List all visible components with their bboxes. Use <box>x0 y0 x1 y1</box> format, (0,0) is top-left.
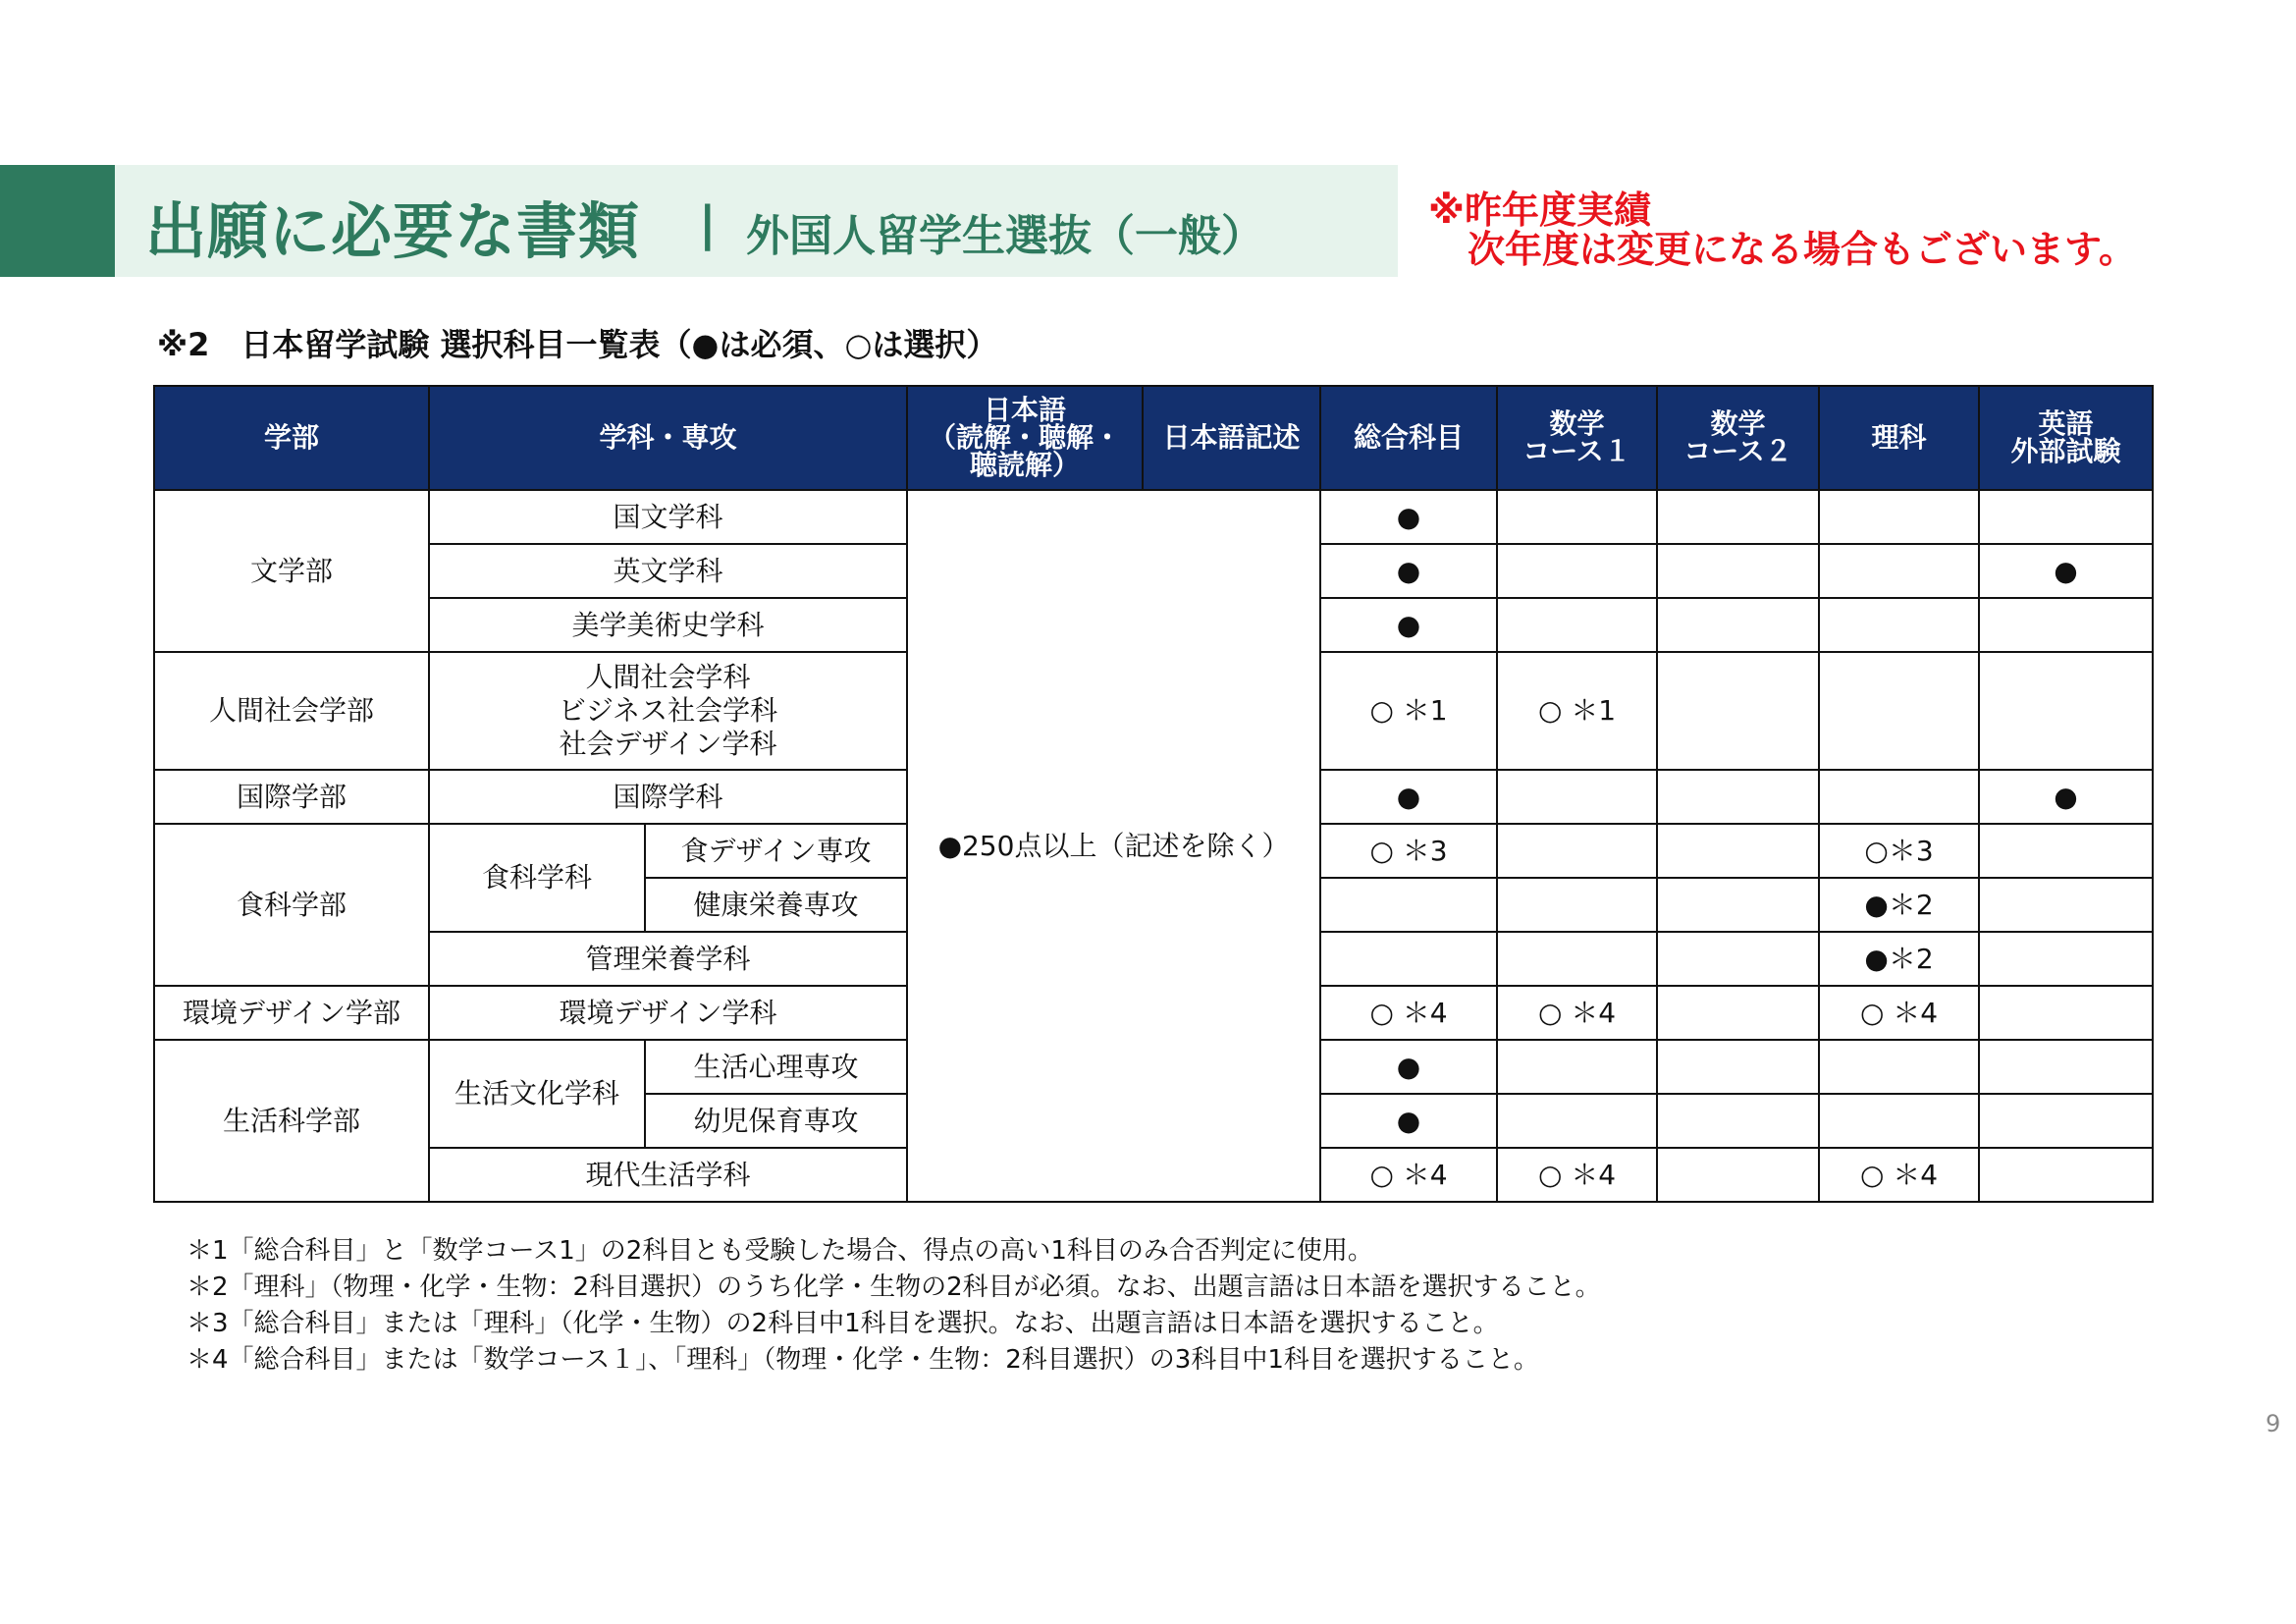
footnote-2: ＊2「理科」（物理・化学・生物：2科目選択）のうち化学・生物の2科目が必須。なお、出題言語は日本語を選択すること。 <box>187 1272 1601 1302</box>
dept-line: 社会デザイン学科 <box>559 728 777 760</box>
title-separator: | <box>699 196 717 251</box>
major-cell: 健康栄養専攻 <box>645 878 907 932</box>
math2-cell <box>1657 986 1819 1040</box>
col-japanese-line-1: 日本語 <box>984 394 1067 426</box>
faculty-cell: 文学部 <box>154 490 429 652</box>
math1-cell <box>1497 598 1657 652</box>
col-english <box>1979 386 2153 490</box>
english-cell: ● <box>1979 544 2153 598</box>
col-math1-line-2: コース１ <box>1522 435 1631 467</box>
footnote-1: ＊1「総合科目」と「数学コース1」の2科目とも受験した場合、得点の高い1科目のみ合否判定に使用。 <box>187 1236 1373 1266</box>
math2-cell <box>1657 1094 1819 1148</box>
general-cell: ● <box>1320 1040 1497 1094</box>
general-cell: ● <box>1320 544 1497 598</box>
science-cell <box>1819 598 1979 652</box>
math2-cell <box>1657 1148 1819 1202</box>
math1-cell: ○ ＊1 <box>1497 652 1657 770</box>
col-math2-line-1: 数学 <box>1710 407 1766 440</box>
math2-cell <box>1657 490 1819 544</box>
col-japanese <box>907 386 1143 490</box>
math1-cell <box>1497 490 1657 544</box>
math2-cell <box>1657 770 1819 824</box>
science-cell <box>1819 490 1979 544</box>
col-math2 <box>1657 386 1819 490</box>
col-japanese-line-2: （読解・聴解・ <box>929 421 1122 454</box>
dept-line: ビジネス社会学科 <box>558 694 778 727</box>
math1-cell: ○ ＊4 <box>1497 986 1657 1040</box>
page-number: 9 <box>2266 1410 2281 1437</box>
math2-cell <box>1657 932 1819 986</box>
science-cell: ○ ＊4 <box>1819 986 1979 1040</box>
col-english-line-1: 英語 <box>2038 407 2094 440</box>
dept-cell: 現代生活学科 <box>429 1148 907 1202</box>
general-cell: ● <box>1320 490 1497 544</box>
english-cell <box>1979 1148 2153 1202</box>
dept-cell: 環境デザイン学科 <box>429 986 907 1040</box>
english-cell <box>1979 652 2153 770</box>
dept-cell: 英文学科 <box>429 544 907 598</box>
science-cell: ○ ＊4 <box>1819 1148 1979 1202</box>
science-cell <box>1819 770 1979 824</box>
footnotes <box>187 1233 1601 1379</box>
table-row <box>154 490 2153 544</box>
col-science: 理科 <box>1819 386 1979 490</box>
math1-cell <box>1497 878 1657 932</box>
page-title: 出願に必要な書類 <box>145 195 641 267</box>
page-subtitle: 外国人留学生選抜（一般） <box>746 211 1264 261</box>
table-title: ※2 日本留学試験 選択科目一覧表（●は必須、○は選択） <box>157 326 998 363</box>
math1-cell <box>1497 770 1657 824</box>
major-cell: 幼児保育専攻 <box>645 1094 907 1148</box>
faculty-cell: 国際学部 <box>154 770 429 824</box>
math2-cell <box>1657 544 1819 598</box>
col-japanese-writing: 日本語記述 <box>1143 386 1320 490</box>
science-cell <box>1819 1094 1979 1148</box>
general-cell: ○ ＊4 <box>1320 986 1497 1040</box>
general-cell: ○ ＊1 <box>1320 652 1497 770</box>
dept-cell <box>429 652 907 770</box>
general-cell: ● <box>1320 1094 1497 1148</box>
faculty-cell: 環境デザイン学部 <box>154 986 429 1040</box>
col-department: 学科・専攻 <box>429 386 907 490</box>
math2-cell <box>1657 1040 1819 1094</box>
general-cell <box>1320 878 1497 932</box>
major-cell: 生活心理専攻 <box>645 1040 907 1094</box>
general-cell: ○ ＊4 <box>1320 1148 1497 1202</box>
footnote-3: ＊3「総合科目」または「理科」（化学・生物）の2科目中1科目を選択。なお、出題言語は日本語を選択すること。 <box>187 1309 1499 1338</box>
math1-cell <box>1497 544 1657 598</box>
col-english-line-2: 外部試験 <box>2010 435 2121 467</box>
general-cell <box>1320 932 1497 986</box>
footnote-4: ＊4「総合科目」または「数学コース１」、「理科」（物理・化学・生物：2科目選択）の3科目中1科目を選択すること。 <box>187 1345 1539 1375</box>
english-cell: ● <box>1979 770 2153 824</box>
faculty-cell: 生活科学部 <box>154 1040 429 1202</box>
faculty-cell: 食科学部 <box>154 824 429 986</box>
science-cell <box>1819 1040 1979 1094</box>
dept-line: 人間社会学科 <box>585 661 751 693</box>
notice-line-2: 次年度は変更になる場合もございます。 <box>1468 228 2136 271</box>
notice <box>1428 190 2136 269</box>
math2-cell <box>1657 598 1819 652</box>
col-general: 総合科目 <box>1320 386 1497 490</box>
dept-cell: 国際学科 <box>429 770 907 824</box>
math2-cell <box>1657 652 1819 770</box>
col-faculty: 学部 <box>154 386 429 490</box>
math1-cell <box>1497 824 1657 878</box>
science-cell <box>1819 652 1979 770</box>
dept-cell: 食科学科 <box>429 824 645 932</box>
japanese-requirement-cell: ●250点以上（記述を除く） <box>907 490 1320 1202</box>
science-cell: ●＊2 <box>1819 932 1979 986</box>
dept-cell: 美学美術史学科 <box>429 598 907 652</box>
english-cell <box>1979 1040 2153 1094</box>
math1-cell <box>1497 1040 1657 1094</box>
dept-cell: 生活文化学科 <box>429 1040 645 1148</box>
english-cell <box>1979 878 2153 932</box>
dept-cell: 管理栄養学科 <box>429 932 907 986</box>
english-cell <box>1979 932 2153 986</box>
col-math1 <box>1497 386 1657 490</box>
major-cell: 食デザイン専攻 <box>645 824 907 878</box>
notice-line-1: ※昨年度実績 <box>1428 189 1651 232</box>
col-math2-line-2: コース２ <box>1683 435 1792 467</box>
col-math1-line-1: 数学 <box>1549 407 1605 440</box>
math2-cell <box>1657 878 1819 932</box>
general-cell: ● <box>1320 770 1497 824</box>
math1-cell: ○ ＊4 <box>1497 1148 1657 1202</box>
header-row <box>154 386 2153 490</box>
header-accent-bar <box>0 165 115 277</box>
math1-cell <box>1497 932 1657 986</box>
math1-cell <box>1497 1094 1657 1148</box>
english-cell <box>1979 986 2153 1040</box>
subject-table <box>153 385 2154 1203</box>
english-cell <box>1979 598 2153 652</box>
math2-cell <box>1657 824 1819 878</box>
faculty-cell: 人間社会学部 <box>154 652 429 770</box>
science-cell: ○＊3 <box>1819 824 1979 878</box>
science-cell <box>1819 544 1979 598</box>
english-cell <box>1979 490 2153 544</box>
english-cell <box>1979 824 2153 878</box>
science-cell: ●＊2 <box>1819 878 1979 932</box>
general-cell: ○ ＊3 <box>1320 824 1497 878</box>
general-cell: ● <box>1320 598 1497 652</box>
english-cell <box>1979 1094 2153 1148</box>
dept-cell: 国文学科 <box>429 490 907 544</box>
col-japanese-line-3: 聴読解） <box>970 449 1081 481</box>
